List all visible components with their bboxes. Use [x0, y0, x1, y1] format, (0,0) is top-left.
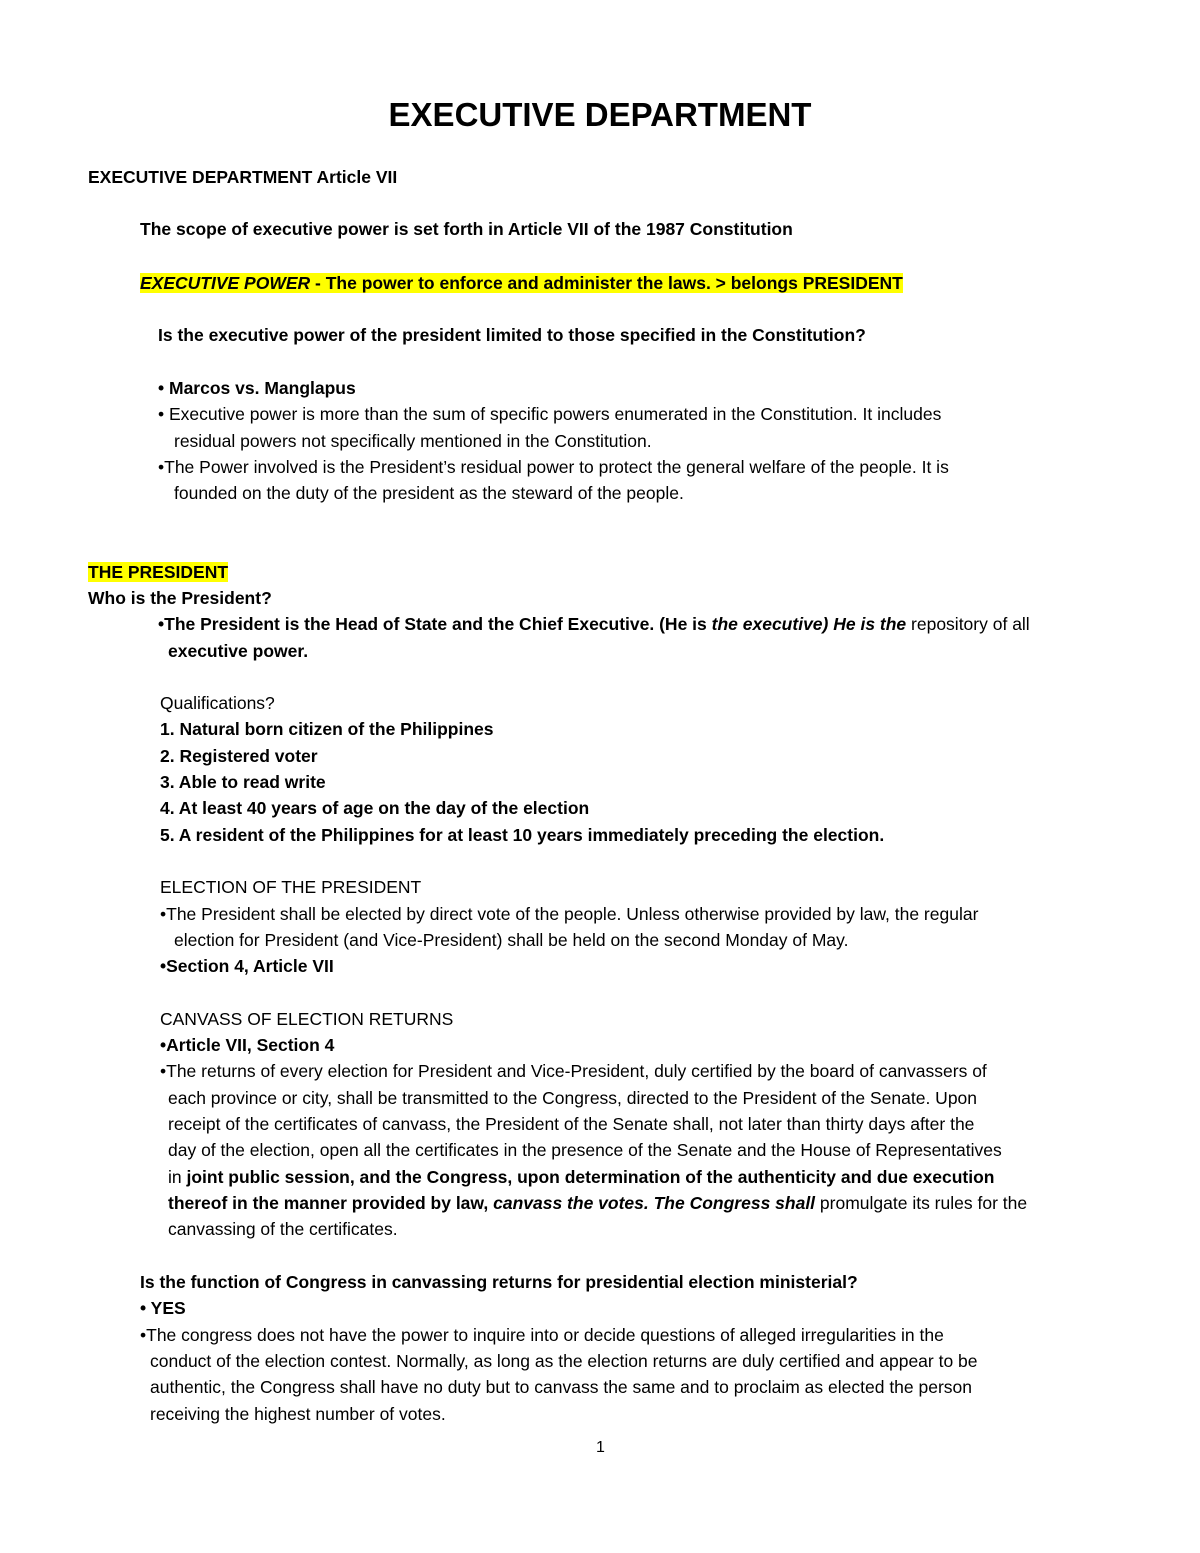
canvass-text: each province or city, shall be transmitted to the Congress, directed to the President of the Senate. Upon — [168, 1088, 978, 1108]
qualification-item: 3. Able to read write — [160, 772, 326, 792]
bullet-executive-power-cont: residual powers not specifically mentioned in the Constitution. — [174, 431, 652, 451]
page-number: 1 — [596, 1439, 605, 1456]
election-heading: ELECTION OF THE PRESIDENT — [160, 877, 422, 897]
qualifications-heading: Qualifications? — [160, 693, 275, 713]
scope-line: The scope of executive power is set forth in Article VII of the 1987 Constitution — [140, 219, 793, 239]
executive-power-text: - The power to enforce and administer the laws. > belongs PRESIDENT — [310, 273, 903, 293]
ministerial-text: authentic, the Congress shall have no duty but to canvass the same and to proclaim as elected the person — [150, 1377, 973, 1397]
canvass-text: thereof in the manner provided by law, canvass the votes. The Congress shall promulgate its rules for the — [168, 1193, 1028, 1213]
subtitle: EXECUTIVE DEPARTMENT Article VII — [88, 167, 398, 187]
bullet-marcos: • Marcos vs. Manglapus — [158, 378, 356, 398]
canvass-text: in joint public session, and the Congress, upon determination of the authenticity and due execution — [168, 1167, 995, 1187]
question-who-president: Who is the President? — [88, 588, 272, 608]
ministerial-text: receiving the highest number of votes. — [150, 1404, 446, 1424]
qualification-item: 4. At least 40 years of age on the day of the election — [160, 798, 590, 818]
section-heading-president — [88, 561, 228, 583]
bullet-residual-power: •The Power involved is the President’s residual power to protect the general welfare of the people. It is — [158, 457, 949, 477]
ministerial-text: •The congress does not have the power to inquire into or decide questions of alleged irregularities in the — [140, 1325, 944, 1345]
bullet-residual-power-cont: founded on the duty of the president as the steward of the people. — [174, 483, 684, 503]
qualification-item: 5. A resident of the Philippines for at least 10 years immediately preceding the election. — [160, 825, 885, 845]
ministerial-text: conduct of the election contest. Normally, as long as the election returns are duly certified and appear to be — [150, 1351, 978, 1371]
canvass-text: •The returns of every election for President and Vice-President, duly certified by the board of canvassers of — [160, 1061, 987, 1081]
canvass-text: canvassing of the certificates. — [168, 1219, 398, 1239]
canvass-text: receipt of the certificates of canvass, the President of the Senate shall, not later than thirty days after the — [168, 1114, 975, 1134]
canvass-heading: CANVASS OF ELECTION RETURNS — [160, 1009, 454, 1029]
executive-power-term: EXECUTIVE POWER — [140, 273, 311, 293]
president-answer: •The President is the Head of State and the Chief Executive. (He is the executive) He is the repository of all — [158, 614, 1030, 634]
election-text: •The President shall be elected by direct vote of the people. Unless otherwise provided by law, the regular — [160, 904, 979, 924]
election-text-cont: election for President (and Vice-President) shall be held on the second Monday of May. — [174, 930, 849, 950]
question-ministerial: Is the function of Congress in canvassing returns for presidential election ministerial? — [140, 1272, 858, 1292]
bullet-executive-power: • Executive power is more than the sum of specific powers enumerated in the Constitution. It includes — [158, 404, 942, 424]
qualification-item: 1. Natural born citizen of the Philippines — [160, 719, 494, 739]
canvass-section-ref: •Article VII, Section 4 — [160, 1035, 335, 1055]
president-answer-cont: executive power. — [168, 641, 309, 661]
page-title: EXECUTIVE DEPARTMENT — [388, 96, 812, 133]
qualification-item: 2. Registered voter — [160, 746, 318, 766]
executive-power-definition — [140, 272, 903, 294]
election-section-ref: •Section 4, Article VII — [160, 956, 334, 976]
president-heading-text: THE PRESIDENT — [88, 562, 229, 582]
canvass-text: day of the election, open all the certificates in the presence of the Senate and the House of Representatives — [168, 1140, 1002, 1160]
question-executive-limit: Is the executive power of the president limited to those specified in the Constitution? — [158, 325, 866, 345]
answer-yes: • YES — [140, 1298, 186, 1318]
